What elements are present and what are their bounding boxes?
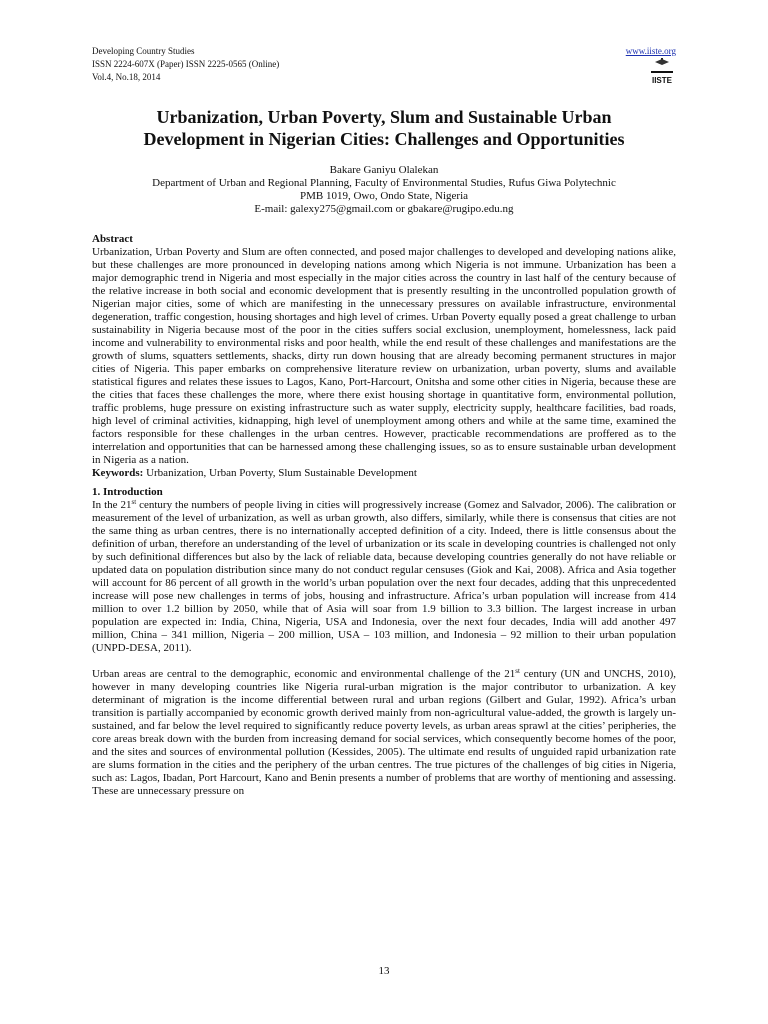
author-address: PMB 1019, Owo, Ondo State, Nigeria	[299, 190, 469, 202]
iiste-logo-text: IISTE	[651, 76, 673, 85]
intro-p1-superscript: st	[131, 498, 137, 506]
journal-header	[92, 45, 676, 87]
introduction-heading: 1. Introduction	[92, 486, 163, 498]
paper-body	[92, 233, 676, 798]
intro-p1-rest: century the numbers of people living in cities will progressively increase (Gomez and Salvador, 2006). The calibration or measurement of the level of urbanization, as well as urban growth, also differs, similarly, while there is consensus that cities are not the same thing as urban centres, there is no internationally accepted definition of a city. Indeed, there is little consensus about the definition of urban, therefore an understanding of the level of urbanization or its scale in developing countries is challenged not only by such definitional differences but also by the lack of reliable data, because developing countries generally do not have reliable or updated data on population distribution since many do not conduct regular censuses (Giok and Kai, 2008). Africa and Asia together will account for 86 percent of all growth in the world’s urban population over the next four decades, adding that this unprecedented increase will pose new challenges in terms of jobs, housing and infrastructure. Africa’s urban population will increase from 414 million to over 1.2 billion by 2050, while that of Asia will soar from 1.9 billion to 3.3 billion. The largest increase in urban population are expected in: India, China, Nigeria, USA and Indonesia, over the next four decades, India will add another 497 million, China – 341 million, Nigeria – 200 million, USA – 103 million, and Indonesia – 92 million to their urban population (UNPD-DESA, 2011).	[92, 499, 676, 654]
intro-p2-rest: century (UN and UNCHS, 2010), however in many developing countries like Nigeria rural-urban migration is the major contributor to urbanization. A key determinant of migration is the income differential between rural and urban regions (Gilbert and Gular, 1992). Africa’s urban transition is partially accompanied by economic growth derived mainly from non-agricultural value-added, the growth is largely un-sustained, and far below the level required to significantly reduce poverty levels, as urban areas sprawl at the cities’ peripheries, the core areas break down with the burden from increasing demand for social services, which consequently become homes of the poor, and the sites and sources of environmental pollution (Kessides, 2005). The ultimate end results of unguided rapid urbanization rate are slums formation in the cities and the periphery of the urban centres. The true pictures of the challenges of big cities in Nigeria, such as: Lagos, Ibadan, Port Harcourt, Kano and Benin presents a number of problems that are worthy of mentioning and assessing. These are unnecessary pressure on	[92, 668, 676, 797]
intro-p2-superscript: st	[515, 667, 520, 675]
intro-p2-start: Urban areas are central to the demographic, economic and environmental challenge of the 21	[92, 668, 516, 680]
abstract-heading: Abstract	[92, 233, 133, 245]
keywords-text: Urbanization, Urban Poverty, Slum Sustainable Development	[143, 467, 417, 479]
journal-issn: ISSN 2224-607X (Paper) ISSN 2225-0565 (Online)	[92, 59, 280, 69]
abstract-text: Urbanization, Urban Poverty and Slum are often connected, and posed major challenges to developed and developing nations alike, but these challenges are more pronounced in developing nations among which Nigeria is not immune. Urbanization has been a major demographic trend in Nigeria and most especially in the major cities across the country in last half of the century because of the relative increase in both social and economic development that is presently resulting in the uncontrolled population growth of Nigerian major cities, some of which are manifesting in the unnecessary pressures on available infrastructure, environmental degeneration, traffic congestion, housing shortages and high level of crimes. Urban Poverty equally posed a great challenge to urban sustainability in Nigeria because most of the poor in the cities suffers social exclusion, unemployment, homelessness, lack paid income and vulnerability to environmental risks and poor health, while the end result of these challenges and manifestations are the growth of slums, squatters settlements, shacks, dirty run down housing that are already becoming permanent structures in major cities of Nigeria. This paper embarks on comprehensive literature review on urbanization, urban poverty, slums and available statistical figures and relates these issues to Lagos, Kano, Port-Harcourt, Onitsha and some other cities in Nigeria, because these are the cities that faces these challenges the more, where there exist housing shortage in quantitative form, environmental pollution, traffic problems, huge pressure on existing infrastructure such as water supply, electricity supply, healthcare facilities, bad roads, high level of criminal activities, kidnapping, high level of unemployment among others and while at the same time, examined the factors responsible for these challenges in the urban centres. However, practicable recommendations are proffered as to the interrelation and opportunities that can be harnessed among these challenging issues, so as to ensure sustainable urban development in Nigeria as a nation.	[92, 246, 676, 466]
journal-url-link[interactable]: www.iiste.org	[625, 46, 676, 56]
paper-title-line-1: Urbanization, Urban Poverty, Slum and Sustainable Urban	[156, 107, 612, 127]
keywords-label: Keywords:	[92, 467, 144, 479]
introduction-paragraph-1	[92, 499, 676, 655]
journal-name: Developing Country Studies	[92, 46, 195, 56]
paper-title-line-2: Development in Nigerian Cities: Challenges and Opportunities	[143, 129, 625, 149]
iiste-logo	[650, 58, 674, 86]
iiste-logo-graphic	[650, 58, 674, 86]
journal-volume: Vol.4, No.18, 2014	[92, 72, 161, 82]
author-block	[70, 164, 698, 216]
author-name: Bakare Ganiyu Olalekan	[329, 164, 439, 176]
keywords-line	[92, 467, 676, 480]
intro-p1-start: In the 21	[92, 499, 132, 511]
author-department: Department of Urban and Regional Planning, Faculty of Environmental Studies, Rufus Giwa Polytechnic	[152, 177, 616, 189]
introduction-paragraph-2	[92, 668, 676, 798]
paragraph-spacer	[92, 655, 676, 668]
page-number: 13	[378, 965, 390, 977]
paper-title	[70, 106, 698, 150]
author-email: E-mail: galexy275@gmail.com or gbakare@rugipo.edu.ng	[254, 203, 514, 215]
